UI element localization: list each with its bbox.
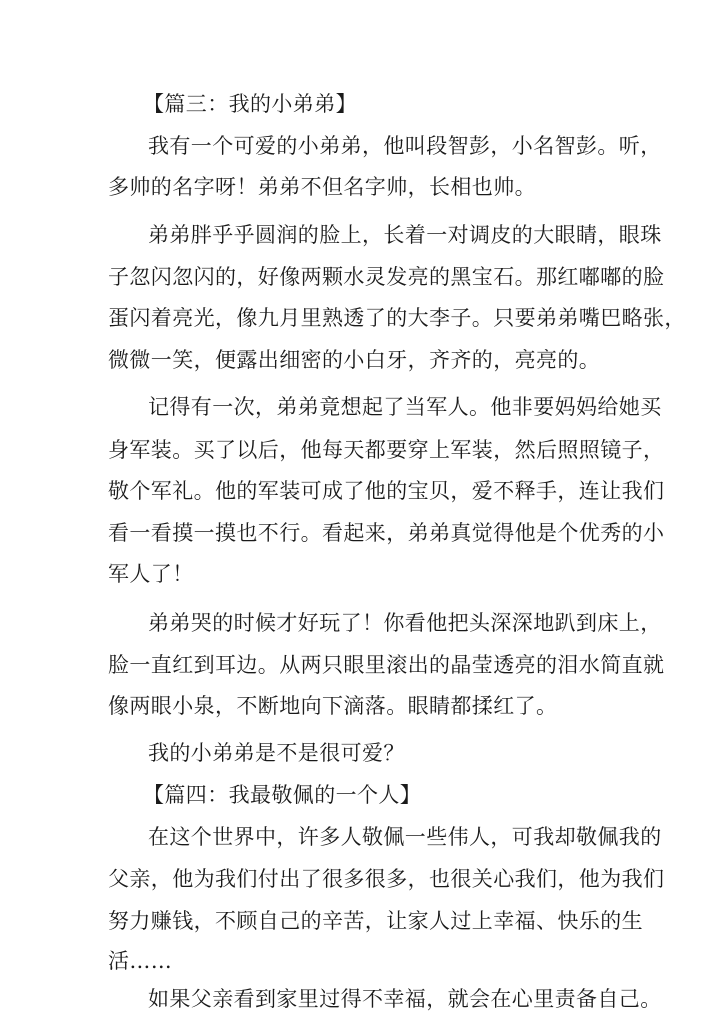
paragraph-line: 看一看摸一摸也不行。看起来，弟弟真觉得他是个优秀的小 xyxy=(108,521,665,545)
section-heading: 【篇三：我的小弟弟】 xyxy=(143,92,357,116)
paragraph-line: 蛋闪着亮光，像九月里熟透了的大李子。只要弟弟嘴巴略张， xyxy=(108,306,686,330)
paragraph-line: 如果父亲看到家里过得不幸福，就会在心里责备自己。 xyxy=(148,987,662,1011)
paragraph-line: 我的小弟弟是不是很可爱？ xyxy=(148,741,405,765)
paragraph-line: 记得有一次，弟弟竟想起了当军人。他非要妈妈给她买 xyxy=(148,395,662,419)
paragraph-line: 努力赚钱，不顾自己的辛苦，让家人过上幸福、快乐的生 xyxy=(108,909,643,933)
section-heading: 【篇四：我最敬佩的一个人】 xyxy=(143,783,422,807)
paragraph-line: 子忽闪忽闪的，好像两颗水灵发亮的黑宝石。那红嘟嘟的脸 xyxy=(108,265,665,289)
paragraph-line: 在这个世界中，许多人敬佩一些伟人，可我却敬佩我的 xyxy=(148,825,662,849)
paragraph-line: 活…… xyxy=(108,949,173,973)
paragraph-line: 身军装。买了以后，他每天都要穿上军装，然后照照镜子， xyxy=(108,438,665,462)
paragraph-line: 军人了！ xyxy=(108,562,194,586)
paragraph-line: 敬个军礼。他的军装可成了他的宝贝，爱不释手，连让我们 xyxy=(108,479,665,503)
paragraph-line: 像两眼小泉，不断地向下滴落。眼睛都揉红了。 xyxy=(108,694,558,718)
paragraph-line: 多帅的名字呀！弟弟不但名字帅，长相也帅。 xyxy=(108,175,536,199)
paragraph-line: 父亲，他为我们付出了很多很多，也很关心我们，他为我们 xyxy=(108,867,665,891)
paragraph-line: 脸一直红到耳边。从两只眼里滚出的晶莹透亮的泪水简直就 xyxy=(108,653,665,677)
paragraph-line: 微微一笑，便露出细密的小白牙，齐齐的，亮亮的。 xyxy=(108,348,601,372)
paragraph-line: 弟弟胖乎乎圆润的脸上，长着一对调皮的大眼睛，眼珠 xyxy=(148,223,662,247)
paragraph-line: 我有一个可爱的小弟弟，他叫段智彭，小名智彭。听， xyxy=(148,134,662,158)
paragraph-line: 弟弟哭的时候才好玩了！你看他把头深深地趴到床上， xyxy=(148,611,662,635)
